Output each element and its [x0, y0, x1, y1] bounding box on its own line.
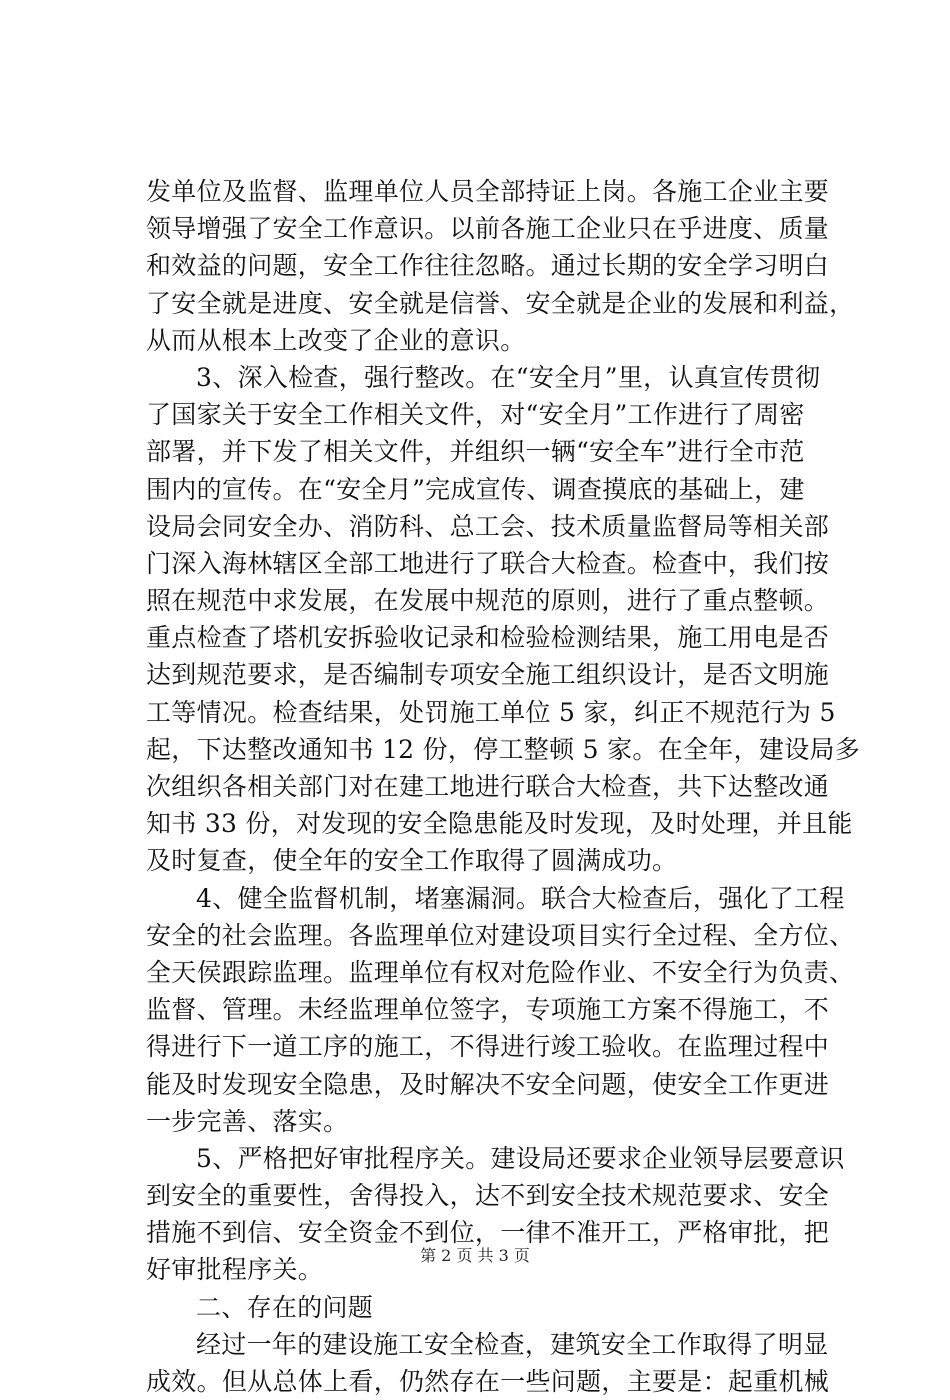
text-line: 监督、管理。未经监理单位签字，专项施工方案不得施工，不 — [146, 995, 830, 1025]
text-line: 设局会同安全办、消防科、总工会、技术质量监督局等相关部 — [146, 511, 830, 541]
text-line: 次组织各相关部门对在建工地进行联合大检查，共下达整改通 — [146, 772, 830, 801]
text-line: 达到规范要求，是否编制专项安全施工组织设计，是否文明施 — [146, 660, 830, 690]
text-line: 安全的社会监理。各监理单位对建设项目实行全过程、全方位、 — [146, 920, 855, 950]
text-line: 全天侯跟踪监理。监理单位有权对危险作业、不安全行为负责、 — [146, 957, 855, 987]
text-line: 围内的宣传。在“安全月”完成宣传、调查摸底的基础上，建 — [146, 474, 805, 504]
text-line: 重点检查了塔机安拆验收记录和检验检测结果，施工用电是否 — [146, 623, 830, 653]
text-line: 领导增强了安全工作意识。以前各施工企业只在乎进度、质量 — [146, 214, 830, 244]
text-line: 工等情况。检查结果，处罚施工单位 5 家，纠正不规范行为 5 — [146, 697, 836, 727]
text-line: 二、存在的问题 — [196, 1292, 374, 1322]
text-line: 及时复查，使全年的安全工作取得了圆满成功。 — [146, 846, 678, 876]
text-line: 一步完善、落实。 — [146, 1106, 349, 1136]
text-line: 部署，并下发了相关文件，并组织一辆“安全车”进行全市范 — [146, 437, 805, 467]
text-line: 起，下达整改通知书 12 份，停工整顿 5 家。在全年，建设局多 — [146, 734, 861, 764]
text-line: 4、健全监督机制，堵塞漏洞。联合大检查后，强化了工程 — [196, 883, 845, 913]
text-line: 了国家关于安全工作相关文件，对“安全月”工作进行了周密 — [146, 400, 805, 430]
page-number: 第 2 页 共 3 页 — [420, 1246, 530, 1265]
text-line: 得进行下一道工序的施工，不得进行竣工验收。在监理过程中 — [146, 1032, 830, 1062]
body-text — [146, 173, 861, 1400]
text-line: 照在规范中求发展，在发展中规范的原则，进行了重点整顿。 — [146, 586, 830, 616]
page-footer — [0, 1246, 950, 1266]
text-line: 了安全就是进度、安全就是信誉、安全就是企业的发展和利益， — [146, 288, 855, 318]
text-line: 发单位及监督、监理单位人员全部持证上岗。各施工企业主要 — [146, 177, 830, 206]
text-line: 到安全的重要性，舍得投入，达不到安全技术规范要求、安全 — [146, 1181, 830, 1211]
text-line: 3、深入检查，强行整改。在“安全月”里，认真宣传贯彻 — [196, 362, 821, 392]
text-line: 从而从根本上改变了企业的意识。 — [146, 325, 526, 355]
text-line: 措施不到信、安全资金不到位，一律不准开工，严格审批，把 — [146, 1218, 830, 1248]
text-line: 门深入海林辖区全部工地进行了联合大检查。检查中，我们按 — [146, 548, 830, 578]
text-line: 好审批程序关。 — [146, 1255, 324, 1285]
text-line: 知书 33 份，对发现的安全隐患能及时发现，及时处理，并且能 — [146, 809, 853, 839]
text-line: 5、严格把好审批程序关。建设局还要求企业领导层要意识 — [196, 1143, 845, 1173]
text-line: 成效。但从总体上看，仍然存在一些问题，主要是：起重机械 — [146, 1367, 830, 1396]
text-line: 和效益的问题，安全工作往往忽略。通过长期的安全学习明白 — [146, 251, 830, 281]
text-line: 经过一年的建设施工安全检查，建筑安全工作取得了明显 — [196, 1329, 829, 1359]
text-line: 能及时发现安全隐患，及时解决不安全问题，使安全工作更进 — [146, 1069, 830, 1099]
